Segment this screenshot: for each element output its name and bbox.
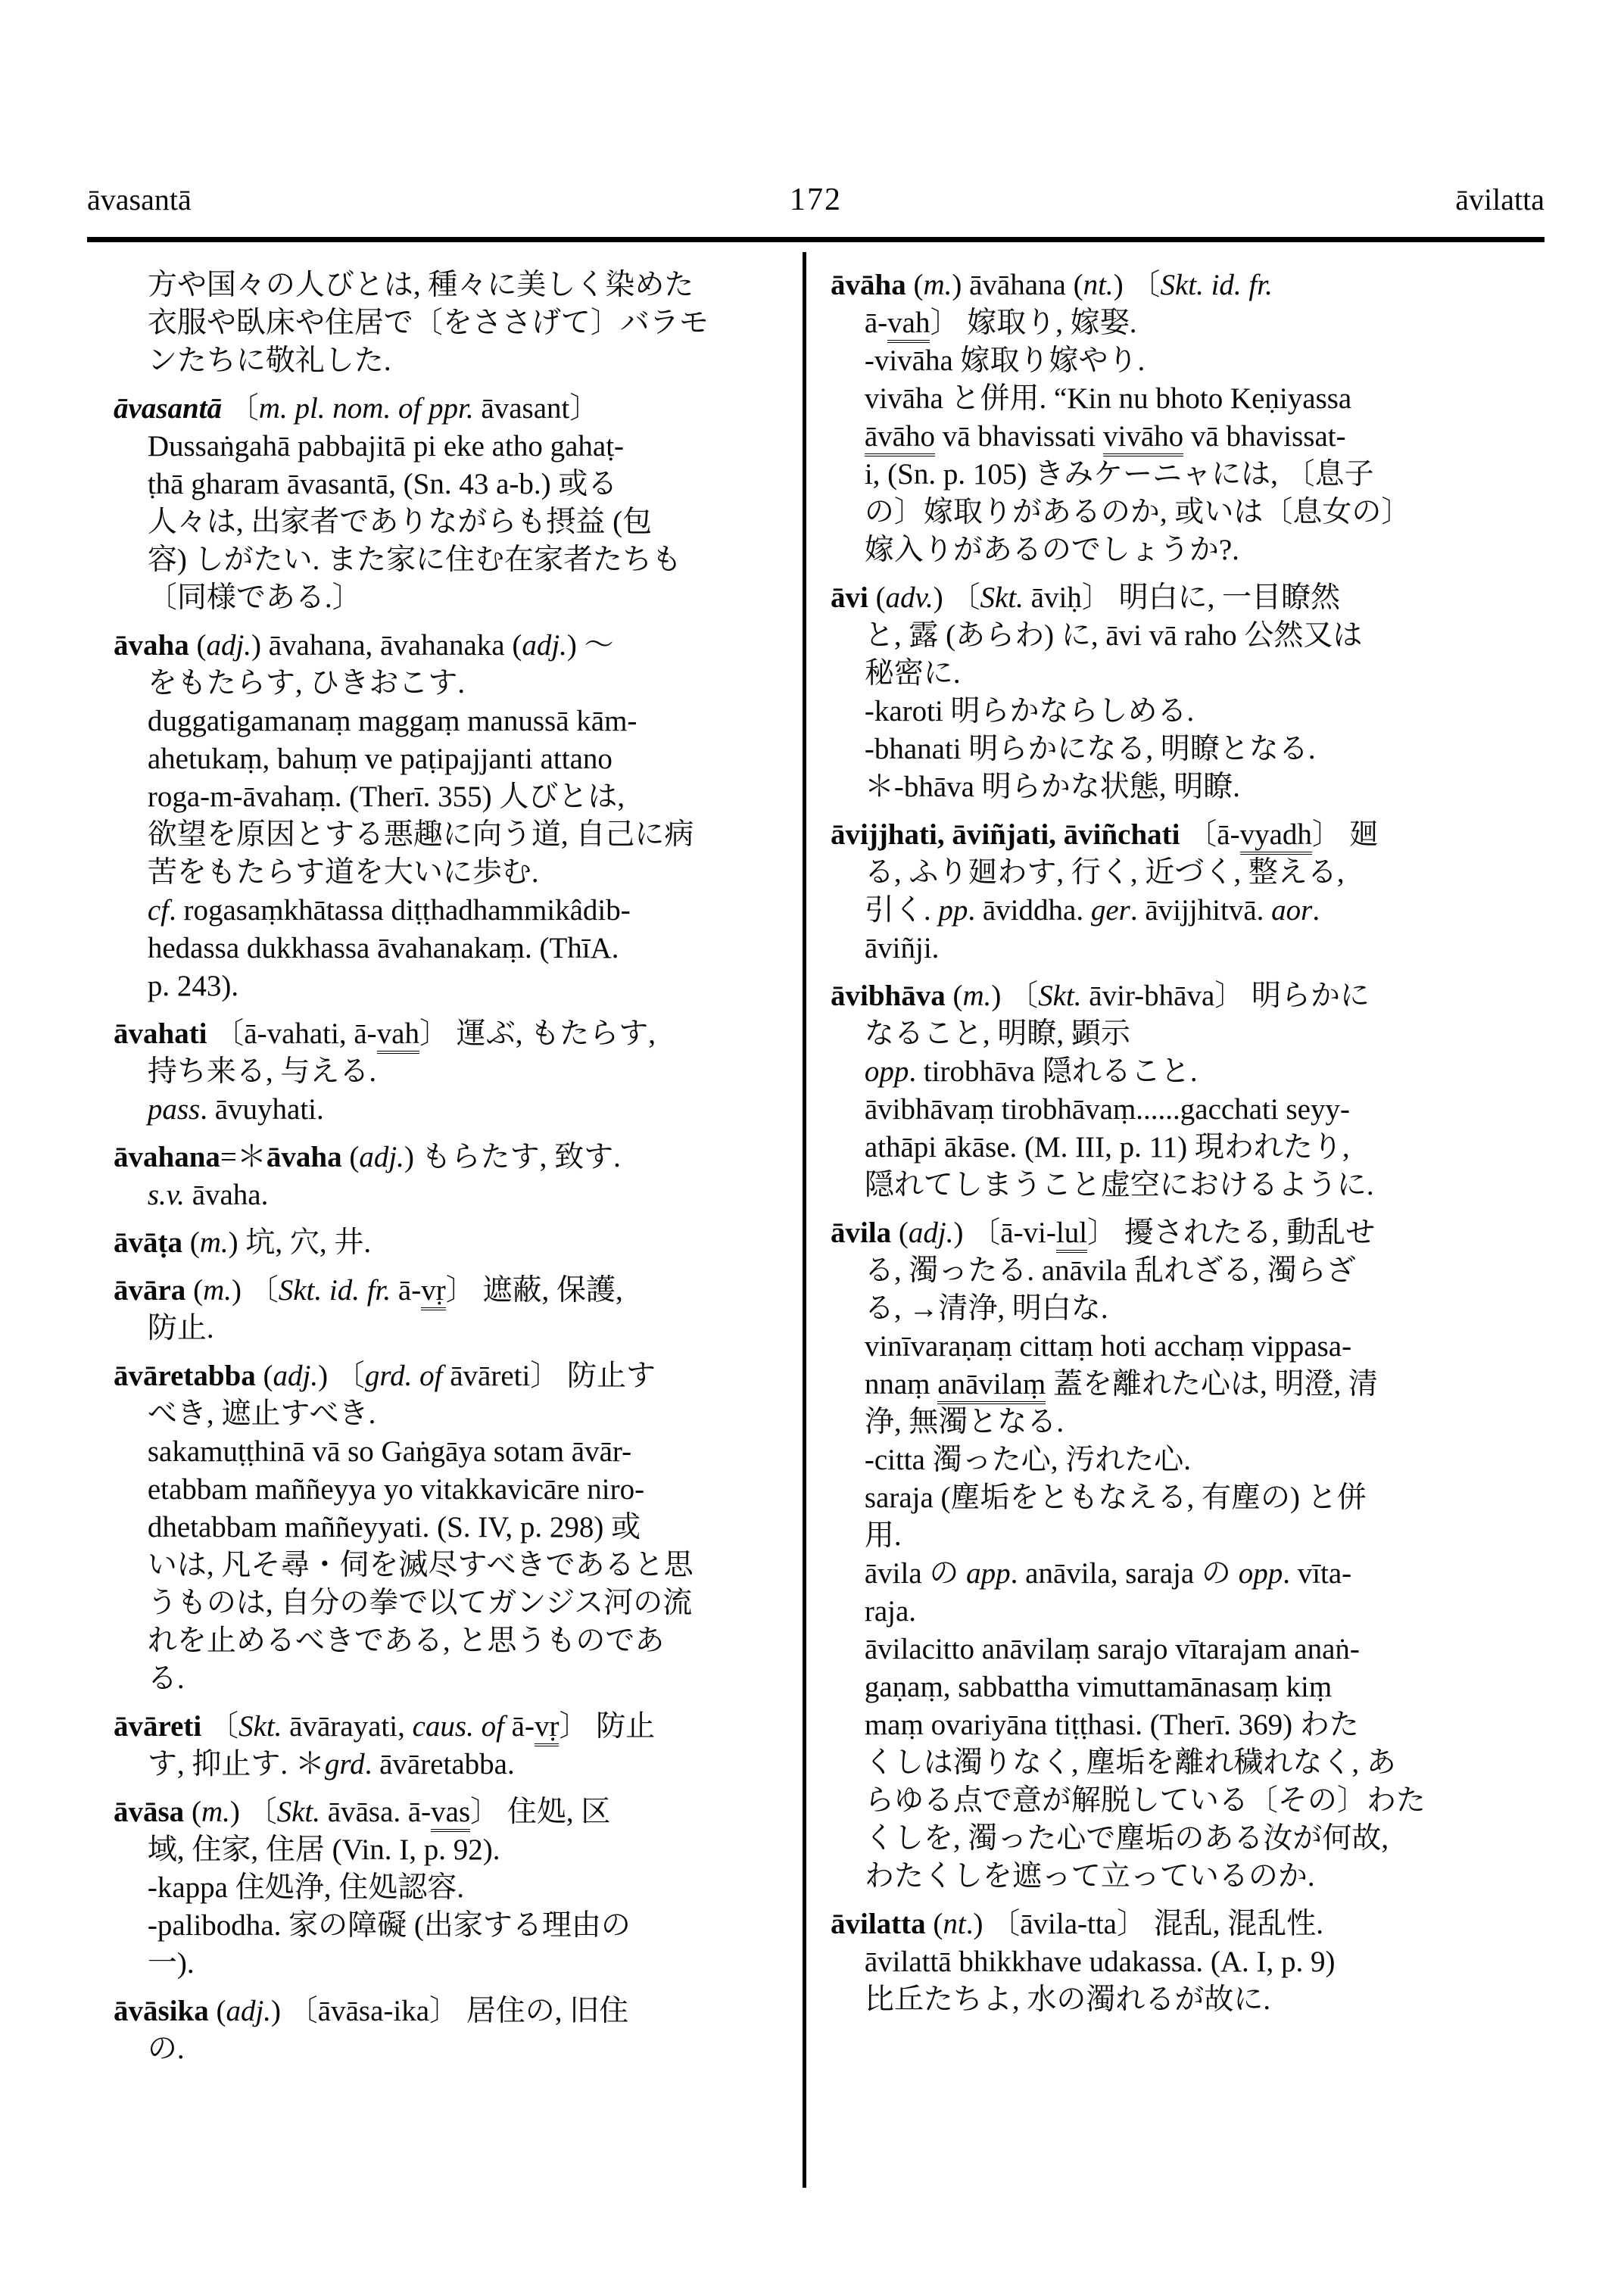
text-run: 隠れてしまうこと虚空におけるように.	[864, 1169, 1374, 1201]
text-run: cf	[147, 894, 169, 927]
text-run: 〕 防止	[559, 1710, 656, 1743]
text-run: āvilacitto anāvilaṃ sarajo vītarajam anaṅ-	[864, 1633, 1360, 1665]
text-run: 〕 廻	[1311, 818, 1379, 851]
text-run: 用.	[864, 1519, 902, 1552]
entry-line	[114, 1015, 799, 1053]
text-line	[114, 342, 799, 380]
text-run: āvāretabba	[114, 1360, 256, 1392]
entry-line	[114, 1793, 799, 1831]
text-run: うものは, 自分の拳で以てガンジス河の流	[147, 1587, 693, 1619]
text-line	[831, 1015, 1542, 1053]
text-run: ) 〔	[991, 980, 1039, 1012]
entry-line	[831, 266, 1542, 304]
text-run: らゆる点で意が解脱している〔その〕わた	[864, 1784, 1426, 1817]
text-run: āvasantā	[114, 392, 223, 425]
text-run: をもたらす, ひきおこす.	[147, 667, 466, 699]
text-run: -citta 濁った心, 汚れた心.	[864, 1444, 1191, 1476]
text-run: vā bhavissat-	[1183, 420, 1346, 453]
text-run: app	[966, 1557, 1011, 1590]
text-run: の〕嫁取りがあるのか, 或いは〔息女の〕	[864, 496, 1411, 528]
text-run: ā-	[864, 307, 888, 339]
text-run: ) 〔	[933, 581, 980, 614]
text-run: āvāsa	[114, 1796, 185, 1828]
entry-line	[114, 1139, 799, 1176]
text-run: adj.	[522, 629, 567, 662]
text-run: āvi	[831, 581, 868, 614]
text-line	[831, 1290, 1542, 1328]
text-run: āviñji.	[864, 932, 940, 964]
text-run: āvāho	[865, 420, 935, 456]
text-line	[831, 1441, 1542, 1479]
text-run: -vivāha 嫁取り嫁やり.	[864, 344, 1146, 377]
text-run: (	[945, 980, 963, 1012]
text-run: m. pl. nom. of ppr.	[258, 392, 474, 425]
text-line	[831, 617, 1542, 655]
text-run: vā bhavissati	[934, 420, 1104, 453]
text-line	[831, 1129, 1542, 1167]
text-run: . āvāretabba.	[364, 1748, 515, 1781]
text-line	[831, 768, 1542, 806]
entry-line	[114, 1224, 799, 1262]
entry-line	[114, 1272, 799, 1310]
text-run: 衣服や臥床や住居で〔をささげて〕バラモ	[147, 307, 709, 339]
text-run: caus. of	[412, 1710, 504, 1743]
text-run: -kappa 住処浄, 住処認容.	[147, 1871, 464, 1904]
text-line	[831, 1053, 1542, 1091]
text-run: . āvuyhati.	[200, 1093, 324, 1126]
right-column	[831, 266, 1542, 2019]
text-run: -bhanati 明らかになる, 明瞭となる.	[864, 733, 1316, 765]
text-run: る, →清浄, 明白な.	[864, 1292, 1108, 1325]
text-line	[831, 1668, 1542, 1706]
text-run: m.	[199, 1226, 229, 1259]
text-line	[831, 494, 1542, 531]
text-run: āvibhāva	[831, 980, 946, 1012]
text-run: ā-	[503, 1710, 535, 1743]
text-line	[114, 266, 799, 304]
text-run: adj.	[908, 1217, 954, 1249]
text-line	[114, 1945, 799, 1983]
text-line	[831, 1981, 1542, 2019]
text-line	[114, 304, 799, 342]
text-line	[831, 854, 1542, 892]
text-run: adj.	[206, 629, 252, 662]
entry-line	[831, 977, 1542, 1015]
text-line	[831, 693, 1542, 731]
text-line	[114, 665, 799, 703]
text-run: 容) しがたい. また家に住む在家者たちも	[147, 544, 682, 576]
text-run: āvāṭa	[114, 1226, 182, 1259]
text-run: dhetabbam maññeyyati. (S. IV, p. 298) 或	[147, 1511, 641, 1544]
text-run: る, ふり廻わす, 行く, 近づく, 整える,	[864, 856, 1345, 889]
text-run: 欲望を原因とする悪趣に向う道, 自己に病	[147, 818, 694, 851]
text-run: vyadh	[1240, 818, 1312, 855]
text-run: āvahana	[114, 1141, 220, 1173]
page-number: 172	[790, 182, 842, 217]
text-run: nnaṃ	[864, 1368, 938, 1400]
text-run: āvaha.	[184, 1179, 269, 1211]
text-line	[831, 1167, 1542, 1204]
text-run: (	[184, 1796, 201, 1828]
text-run: āvir-bhāva〕 明らかに	[1081, 980, 1370, 1012]
text-run: -karoti 明らかならしめる.	[864, 695, 1195, 727]
text-run: ) 〔	[231, 1274, 279, 1307]
text-run: 蓋を離れた心は, 明澄, 清	[1046, 1368, 1378, 1400]
text-line	[114, 1091, 799, 1129]
text-line	[831, 1820, 1542, 1858]
text-run: べき, 遮止すべき.	[147, 1397, 376, 1430]
text-run: pass	[147, 1093, 201, 1126]
text-line	[831, 655, 1542, 693]
text-run: れを止めるべきである, と思うものであ	[147, 1625, 665, 1657]
text-run: Skt.	[980, 581, 1024, 614]
text-run: ) āvahana, āvahanaka (	[251, 629, 522, 662]
text-run: なること, 明瞭, 顕示	[864, 1017, 1130, 1050]
page-header	[87, 182, 1545, 217]
text-run: . āvijjhitvā.	[1130, 894, 1272, 927]
text-run: aor	[1271, 894, 1313, 927]
text-run: (	[255, 1360, 273, 1392]
text-run: ṭhā gharam āvasantā, (Sn. 43 a-b.) 或る	[147, 468, 618, 500]
text-run: くしは濁りなく, 塵垢を離れ穢れなく, あ	[864, 1746, 1396, 1779]
text-line	[831, 731, 1542, 768]
text-run: ) もらたす, 致す.	[404, 1141, 621, 1173]
text-run: . āviddha.	[968, 894, 1091, 927]
text-line	[831, 1366, 1542, 1404]
text-run: .) 〔āvila-tta〕 混乱, 混乱性.	[965, 1908, 1323, 1940]
text-run: m.	[962, 980, 992, 1012]
text-run: -palibodha. 家の障礙 (出家する理由の	[147, 1909, 631, 1942]
text-run: 〔	[201, 1710, 239, 1743]
text-line	[831, 1858, 1542, 1896]
text-line	[114, 1746, 799, 1784]
text-run: す, 抑止す. ＊	[147, 1748, 325, 1781]
text-run: āvila	[831, 1217, 892, 1249]
text-line	[114, 892, 799, 930]
text-run: 引く.	[864, 894, 939, 927]
text-line	[831, 1706, 1542, 1744]
text-run: etabbam maññeyya yo vitakkavicāre niro-	[147, 1473, 645, 1506]
text-run: vah	[377, 1017, 419, 1054]
text-line	[831, 1479, 1542, 1517]
text-run: る.	[147, 1662, 185, 1695]
text-run: (	[341, 1141, 360, 1173]
text-line	[114, 1622, 799, 1660]
text-run: hedassa dukkhassa āvahanakaṃ. (ThīA.	[147, 932, 619, 964]
text-run: adj.	[359, 1141, 404, 1173]
text-line	[114, 1831, 799, 1869]
text-line	[114, 703, 799, 740]
text-run: āvijjhati, āviñjati, āviñchati	[831, 818, 1180, 851]
text-run: 比丘たちよ, 水の濁れるが故に.	[864, 1983, 1271, 2016]
text-line	[831, 1943, 1542, 1981]
text-run: . tirobhāva 隠れること.	[909, 1055, 1198, 1088]
text-run: ) ～	[566, 629, 614, 662]
text-run: grd. of	[364, 1360, 443, 1392]
text-run: 〔ā-	[1180, 818, 1240, 851]
text-line	[831, 380, 1542, 418]
text-run: ) 〔āvāsa-ika〕 居住の, 旧住	[271, 1995, 629, 2027]
text-line	[114, 1053, 799, 1091]
guide-word-right: āvilatta	[1455, 182, 1545, 217]
text-run: vah	[887, 307, 930, 343]
text-run: lul	[1056, 1217, 1087, 1253]
text-run: āvilatta	[831, 1908, 926, 1940]
text-line	[114, 1547, 799, 1584]
text-run: adj.	[226, 1995, 272, 2027]
text-run: 〕 住処, 区	[470, 1796, 611, 1828]
text-run: āvāreti	[114, 1710, 202, 1743]
text-run: āvāreti〕 防止す	[442, 1360, 656, 1392]
header-rule	[87, 237, 1545, 242]
text-run: (	[925, 1908, 943, 1940]
text-run: Skt.	[238, 1710, 282, 1743]
text-line	[114, 740, 799, 778]
text-run: nt	[943, 1908, 966, 1940]
text-run: (	[891, 1217, 909, 1249]
text-run: (	[868, 581, 886, 614]
text-run: ) 〔ā-vi-	[953, 1217, 1056, 1249]
text-line	[831, 930, 1542, 967]
text-line	[114, 1660, 799, 1698]
text-run: āvilattā bhikkhave udakassa. (A. I, p. 9)	[864, 1946, 1336, 1978]
text-run: =＊	[220, 1141, 267, 1173]
text-run: 秘密に.	[864, 657, 961, 690]
text-run: . rogasaṃkhātassa diṭṭhadhammikâdib-	[169, 894, 631, 927]
text-run: ā-	[391, 1274, 422, 1307]
text-run: ) 〔	[318, 1360, 365, 1392]
text-run: ) 〔	[229, 1796, 277, 1828]
text-run: duggatigamanaṃ maggaṃ manussā kām-	[147, 705, 637, 737]
text-line	[114, 1471, 799, 1509]
text-run: ンたちに敬礼した.	[147, 344, 391, 377]
entry-line	[114, 1357, 799, 1395]
text-run: Skt. id. fr.	[278, 1274, 391, 1307]
text-run: (	[182, 1226, 200, 1259]
text-line	[114, 541, 799, 579]
text-run: vivāho	[1103, 420, 1183, 456]
text-run: raja.	[864, 1595, 917, 1628]
text-run: āvāra	[114, 1274, 186, 1307]
entry-line	[114, 390, 799, 428]
text-line	[831, 1593, 1542, 1631]
text-run: 人々は, 出家者でありながらも摂益 (包	[147, 506, 653, 538]
text-run: gaṇaṃ, sabbattha vimuttamānasaṃ kiṃ	[864, 1671, 1333, 1703]
text-line	[114, 816, 799, 854]
text-line	[831, 1631, 1542, 1668]
text-run: maṃ ovariyāna tiṭṭhasi. (Therī. 369) わた	[864, 1709, 1359, 1741]
text-run: vas	[431, 1796, 470, 1832]
text-run: 〕 運ぶ, もたらす,	[419, 1017, 656, 1050]
entry-line	[831, 579, 1542, 617]
text-run: vivāha と併用. “Kin nu bhoto Keṇiyassa	[864, 382, 1352, 415]
text-run: 〔ā-vahati, ā-	[207, 1017, 377, 1050]
text-run: vinīvaraṇaṃ cittaṃ hoti acchaṃ vippasa-	[864, 1330, 1352, 1363]
text-run: roga-m-āvahaṃ. (Therī. 355) 人びとは,	[147, 780, 625, 813]
text-run: 一).	[147, 1947, 195, 1980]
text-run: わたくしを遮って立っているのか.	[864, 1860, 1315, 1893]
text-line	[831, 342, 1542, 380]
text-run: くしを, 濁った心で塵垢のある汝が何故,	[864, 1822, 1389, 1855]
text-run: Skt. id. fr.	[1160, 269, 1273, 301]
text-line	[831, 304, 1542, 342]
text-run: (	[906, 269, 924, 301]
text-run: āvaha	[266, 1141, 342, 1173]
text-run: saraja (塵垢をともなえる, 有塵の) と併	[864, 1481, 1367, 1514]
text-run: ahetukaṃ, bahuṃ ve paṭipajjanti attano	[147, 743, 613, 775]
text-run: 〔	[222, 392, 259, 425]
text-run: Skt.	[1038, 980, 1082, 1012]
text-line	[114, 1310, 799, 1347]
text-run: .	[1312, 894, 1320, 927]
text-run: 〔同様である.〕	[147, 581, 362, 614]
text-run: 方や国々の人びとは, 種々に美しく染めた	[147, 269, 694, 301]
text-line	[114, 1176, 799, 1214]
text-line	[114, 466, 799, 503]
text-run: āvasant〕	[473, 392, 600, 425]
text-run: ) āvāhana (	[952, 269, 1083, 301]
text-line	[831, 1404, 1542, 1441]
text-run: 〕 遮蔽, 保護,	[445, 1274, 623, 1307]
text-line	[114, 1907, 799, 1945]
text-run: る, 濁ったる. anāvila 乱れざる, 濁らざ	[864, 1254, 1356, 1287]
text-line	[831, 1091, 1542, 1129]
text-run: 〕 嫁取り, 嫁娶.	[930, 307, 1137, 339]
text-run: (	[185, 1274, 204, 1307]
text-run: āvila の	[864, 1557, 967, 1590]
text-line	[831, 1517, 1542, 1555]
text-line	[831, 1328, 1542, 1366]
text-line	[114, 2030, 799, 2068]
text-run: āvibhāvaṃ tirobhāvaṃ......gacchati seyy-	[864, 1093, 1350, 1126]
text-line	[114, 1395, 799, 1433]
text-run: pp	[938, 894, 968, 927]
text-run: (	[208, 1995, 226, 2027]
text-run: ) 坑, 穴, 井.	[228, 1226, 372, 1259]
text-run: (	[189, 629, 207, 662]
text-run: vṛ	[535, 1710, 560, 1746]
text-run: āvaha	[114, 629, 189, 662]
text-line	[114, 1584, 799, 1622]
text-line	[831, 418, 1542, 456]
text-run: 浄, 無濁となる.	[864, 1406, 1064, 1438]
column-divider	[803, 252, 806, 2188]
text-run: āvāsa. ā-	[320, 1796, 432, 1828]
text-line	[114, 579, 799, 617]
entry-line	[114, 1992, 799, 2030]
entry-line	[114, 627, 799, 665]
text-run: p. 243).	[147, 970, 239, 1002]
text-run: Skt.	[276, 1796, 321, 1828]
text-run: grd	[324, 1748, 365, 1781]
text-run: m.	[923, 269, 952, 301]
text-line	[831, 1252, 1542, 1290]
text-run: ger	[1090, 894, 1130, 927]
text-run: 持ち来る, 与える.	[147, 1055, 377, 1088]
text-line	[114, 778, 799, 816]
guide-word-left: āvasantā	[87, 182, 192, 217]
text-run: の.	[147, 2033, 185, 2065]
entry-line	[831, 1214, 1542, 1252]
text-line	[114, 1433, 799, 1471]
text-run: 〕 擾されたる, 動乱せ	[1087, 1217, 1376, 1249]
text-line	[114, 854, 799, 892]
text-run: 域, 住家, 住居 (Vin. I, p. 92).	[147, 1833, 500, 1866]
entry-line	[831, 1905, 1542, 1943]
text-line	[831, 1782, 1542, 1820]
text-line	[831, 531, 1542, 569]
text-line	[114, 967, 799, 1005]
text-line	[831, 1744, 1542, 1782]
left-column	[114, 266, 799, 2068]
text-run: opp	[864, 1055, 909, 1088]
text-run: athāpi ākāse. (M. III, p. 11) 現われたり,	[864, 1131, 1350, 1164]
text-line	[114, 1869, 799, 1907]
text-line	[114, 503, 799, 541]
text-run: ＊-bhāva 明らかな状態, 明瞭.	[864, 771, 1240, 803]
text-run: 嫁入りがあるのでしょうか?.	[864, 534, 1239, 566]
text-run: opp	[1238, 1557, 1283, 1590]
text-run: . anāvila, saraja の	[1010, 1557, 1239, 1590]
text-run: adj.	[273, 1360, 319, 1392]
text-run: i, (Sn. p. 105) きみケーニャには, 〔息子	[864, 458, 1374, 491]
text-run: sakamuṭṭhinā vā so Gaṅgāya sotam āvār-	[147, 1435, 632, 1468]
text-run: いは, 凡そ尋・伺を滅尽すべきであると思	[147, 1549, 694, 1581]
text-run: āvahati	[114, 1017, 207, 1050]
text-line	[114, 1509, 799, 1547]
text-run: . vīta-	[1283, 1557, 1352, 1590]
text-line	[114, 930, 799, 967]
text-run: 防止.	[147, 1312, 214, 1344]
text-run: āvāha	[831, 269, 906, 301]
text-run: nt.	[1083, 269, 1114, 301]
text-line	[831, 456, 1542, 494]
text-run: anāvilaṃ	[937, 1368, 1046, 1404]
text-run: āvārayati,	[282, 1710, 413, 1743]
text-run: Dussaṅgahā pabbajitā pi eke atho gahaṭ-	[147, 430, 625, 463]
text-run: vṛ	[421, 1274, 446, 1310]
entry-line	[114, 1708, 799, 1746]
text-line	[831, 1555, 1542, 1593]
text-run: āviḥ〕 明白に, 一目瞭然	[1023, 581, 1341, 614]
text-run: ) 〔	[1113, 269, 1161, 301]
text-run: adv.	[885, 581, 934, 614]
text-run: m.	[201, 1796, 230, 1828]
text-run: s.v.	[147, 1179, 185, 1211]
text-run: 苦をもたらす道を大いに歩む.	[147, 856, 539, 889]
entry-line	[831, 816, 1542, 854]
text-line	[831, 892, 1542, 930]
text-line	[114, 428, 799, 466]
text-run: m.	[203, 1274, 232, 1307]
text-run: と, 露 (あらわ) に, āvi vā raho 公然又は	[864, 619, 1363, 652]
text-run: āvāsika	[114, 1995, 209, 2027]
